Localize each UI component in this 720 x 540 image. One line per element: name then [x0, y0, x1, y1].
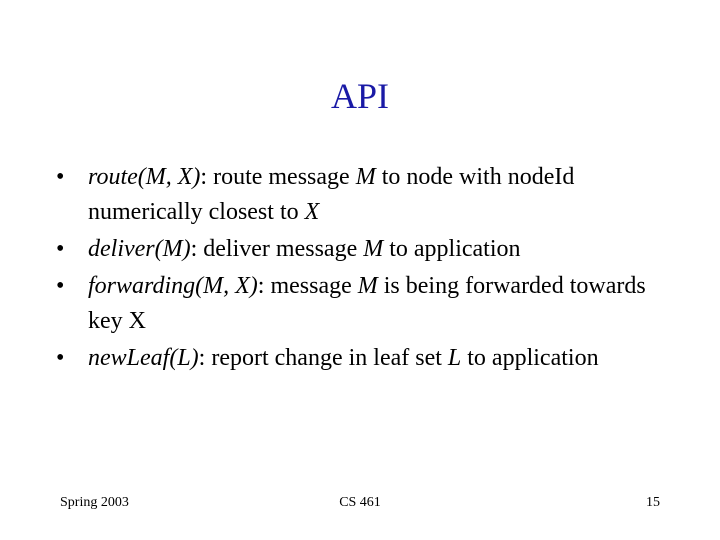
bullet-item-deliver [56, 232, 676, 267]
description-text: message [264, 273, 358, 299]
description-text: report change in leaf set [205, 345, 448, 371]
term-separator: : [198, 345, 206, 371]
description-text: to application [383, 236, 521, 262]
api-term: deliver(M) [88, 236, 191, 262]
term-separator: : [190, 236, 198, 262]
slide-number: 15 [646, 495, 660, 510]
footer-date: Spring 2003 [60, 495, 129, 510]
description-text: to node with nodeId numerically closest to [88, 164, 575, 225]
bullet-icon: • [56, 164, 65, 190]
bullet-list [56, 160, 676, 378]
variable: X [304, 199, 320, 225]
description-text: is being forwarded towards key X [88, 273, 646, 334]
variable: M [355, 164, 376, 190]
term-separator: : [200, 164, 208, 190]
footer-course: CS 461 [339, 495, 381, 510]
bullet-item-route [56, 160, 676, 230]
variable: M [363, 236, 384, 262]
api-term: route(M, X) [88, 164, 201, 190]
bullet-item-forwarding [56, 269, 676, 339]
variable: M [357, 273, 378, 299]
bullet-icon: • [56, 345, 65, 371]
bullet-item-newleaf [56, 341, 676, 376]
api-term: forwarding(M, X) [88, 273, 258, 299]
slide-title: API [330, 76, 389, 116]
description-text: to application [461, 345, 599, 371]
description-text: deliver message [197, 236, 364, 262]
variable: L [447, 345, 462, 371]
bullet-icon: • [56, 236, 65, 262]
description-text: route message [207, 164, 356, 190]
api-term: newLeaf(L) [88, 345, 199, 371]
bullet-icon: • [56, 273, 65, 299]
term-separator: : [257, 273, 265, 299]
